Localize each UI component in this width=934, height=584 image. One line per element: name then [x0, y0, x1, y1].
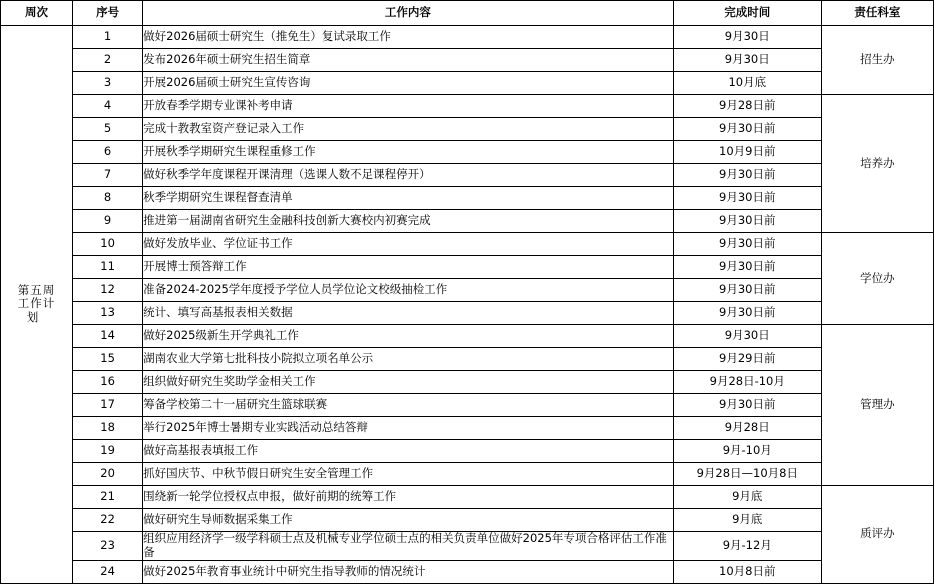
- row-number: 9: [73, 210, 143, 233]
- row-deadline: 9月30日前: [673, 187, 821, 210]
- row-deadline: 9月底: [673, 486, 821, 509]
- table-row: [1, 141, 934, 164]
- row-task: 开放春季学期专业课补考申请: [143, 95, 674, 118]
- week-label-line: 工作计: [17, 296, 56, 311]
- row-task: 湖南农业大学第七批科技小院拟立项名单公示: [143, 348, 674, 371]
- table-row: [1, 210, 934, 233]
- table-row: [1, 302, 934, 325]
- table-row: [1, 486, 934, 509]
- table-row: [1, 118, 934, 141]
- row-task: 做好研究生导师数据采集工作: [143, 509, 674, 532]
- table-row: [1, 394, 934, 417]
- row-task: 围绕新一轮学位授权点申报，做好前期的统筹工作: [143, 486, 674, 509]
- table-row: [1, 371, 934, 394]
- row-number: 1: [73, 26, 143, 49]
- table-row: [1, 95, 934, 118]
- row-number: 10: [73, 233, 143, 256]
- row-number: 19: [73, 440, 143, 463]
- row-task: 开展博士预答辩工作: [143, 256, 674, 279]
- row-task: 开展秋季学期研究生课程重修工作: [143, 141, 674, 164]
- row-task: 完成十教教室资产登记录入工作: [143, 118, 674, 141]
- table-row: [1, 417, 934, 440]
- row-task: 秋季学期研究生课程督查清单: [143, 187, 674, 210]
- row-deadline: 9月30日: [673, 26, 821, 49]
- table-row: [1, 233, 934, 256]
- row-deadline: 9月30日前: [673, 256, 821, 279]
- row-number: 8: [73, 187, 143, 210]
- row-deadline: 9月30日: [673, 325, 821, 348]
- row-number: 11: [73, 256, 143, 279]
- table-row: [1, 187, 934, 210]
- row-number: 20: [73, 463, 143, 486]
- table-row: [1, 256, 934, 279]
- row-task: 开展2026届硕士研究生宣传咨询: [143, 72, 674, 95]
- row-number: 5: [73, 118, 143, 141]
- row-deadline: 9月28日-10月: [673, 371, 821, 394]
- row-deadline: 9月30日前: [673, 233, 821, 256]
- row-deadline: 9月29日前: [673, 348, 821, 371]
- table-row: [1, 440, 934, 463]
- table-row: [1, 49, 934, 72]
- row-deadline: 9月30日前: [673, 210, 821, 233]
- row-deadline: 9月30日前: [673, 164, 821, 187]
- row-task: 组织应用经济学一级学科硕士点及机械专业学位硕士点的相关负责单位做好2025年专项合格评估工作准备: [143, 532, 674, 561]
- row-number: 4: [73, 95, 143, 118]
- responsible-department: 培养办: [821, 95, 933, 233]
- week-label-cell: [1, 26, 73, 584]
- table-header-row: [1, 1, 934, 26]
- table-row: [1, 509, 934, 532]
- row-number: 23: [73, 532, 143, 561]
- row-task: 举行2025年博士暑期专业实践活动总结答辩: [143, 417, 674, 440]
- row-deadline: 9月30日前: [673, 279, 821, 302]
- responsible-department: 管理办: [821, 325, 933, 486]
- row-number: 3: [73, 72, 143, 95]
- row-task: 做好高基报表填报工作: [143, 440, 674, 463]
- row-deadline: 9月28日—10月8日: [673, 463, 821, 486]
- table-row: [1, 325, 934, 348]
- table-row: [1, 348, 934, 371]
- responsible-department: 学位办: [821, 233, 933, 325]
- row-deadline: 9月30日前: [673, 302, 821, 325]
- row-task: 做好2025级新生开学典礼工作: [143, 325, 674, 348]
- table-body: [1, 26, 934, 584]
- table-row: [1, 26, 934, 49]
- row-task: 做好发放毕业、学位证书工作: [143, 233, 674, 256]
- row-number: 6: [73, 141, 143, 164]
- header-dept: 责任科室: [821, 1, 933, 26]
- row-task: 发布2026年硕士研究生招生简章: [143, 49, 674, 72]
- row-deadline: 9月30日: [673, 49, 821, 72]
- row-task: 做好2025年教育事业统计中研究生指导教师的情况统计: [143, 560, 674, 583]
- row-number: 13: [73, 302, 143, 325]
- header-time: 完成时间: [673, 1, 821, 26]
- header-no: 序号: [73, 1, 143, 26]
- row-number: 18: [73, 417, 143, 440]
- header-week: 周次: [1, 1, 73, 26]
- row-number: 16: [73, 371, 143, 394]
- week-label-line: 划: [26, 310, 47, 325]
- row-deadline: 9月28日: [673, 417, 821, 440]
- row-number: 15: [73, 348, 143, 371]
- row-number: 21: [73, 486, 143, 509]
- table-row: [1, 560, 934, 583]
- row-task: 筹备学校第二十一届研究生篮球联赛: [143, 394, 674, 417]
- row-deadline: 9月-10月: [673, 440, 821, 463]
- row-deadline: 9月30日前: [673, 118, 821, 141]
- row-task: 统计、填写高基报表相关数据: [143, 302, 674, 325]
- header-task: 工作内容: [143, 1, 674, 26]
- row-number: 24: [73, 560, 143, 583]
- responsible-department: 招生办: [821, 26, 933, 95]
- row-number: 12: [73, 279, 143, 302]
- responsible-department: 质评办: [821, 486, 933, 584]
- row-task: 准备2024-2025学年度授予学位人员学位论文校级抽检工作: [143, 279, 674, 302]
- row-number: 14: [73, 325, 143, 348]
- row-task: 抓好国庆节、中秋节假日研究生安全管理工作: [143, 463, 674, 486]
- row-deadline: 9月-12月: [673, 532, 821, 561]
- table-row: [1, 164, 934, 187]
- row-deadline: 10月底: [673, 72, 821, 95]
- table-row: [1, 72, 934, 95]
- row-deadline: 9月30日前: [673, 394, 821, 417]
- table-row: [1, 463, 934, 486]
- row-deadline: 9月28日前: [673, 95, 821, 118]
- row-task: 做好秋季学年度课程开课清理（选课人数不足课程停开）: [143, 164, 674, 187]
- row-number: 22: [73, 509, 143, 532]
- row-deadline: 9月底: [673, 509, 821, 532]
- row-deadline: 10月8日前: [673, 560, 821, 583]
- row-task: 做好2026届硕士研究生（推免生）复试录取工作: [143, 26, 674, 49]
- week-label-line: 第五周: [17, 282, 56, 297]
- row-deadline: 10月9日前: [673, 141, 821, 164]
- row-number: 2: [73, 49, 143, 72]
- table-row: [1, 532, 934, 561]
- row-task: 推进第一届湖南省研究生金融科技创新大赛校内初赛完成: [143, 210, 674, 233]
- row-number: 17: [73, 394, 143, 417]
- row-number: 7: [73, 164, 143, 187]
- row-task: 组织做好研究生奖助学金相关工作: [143, 371, 674, 394]
- table-row: [1, 279, 934, 302]
